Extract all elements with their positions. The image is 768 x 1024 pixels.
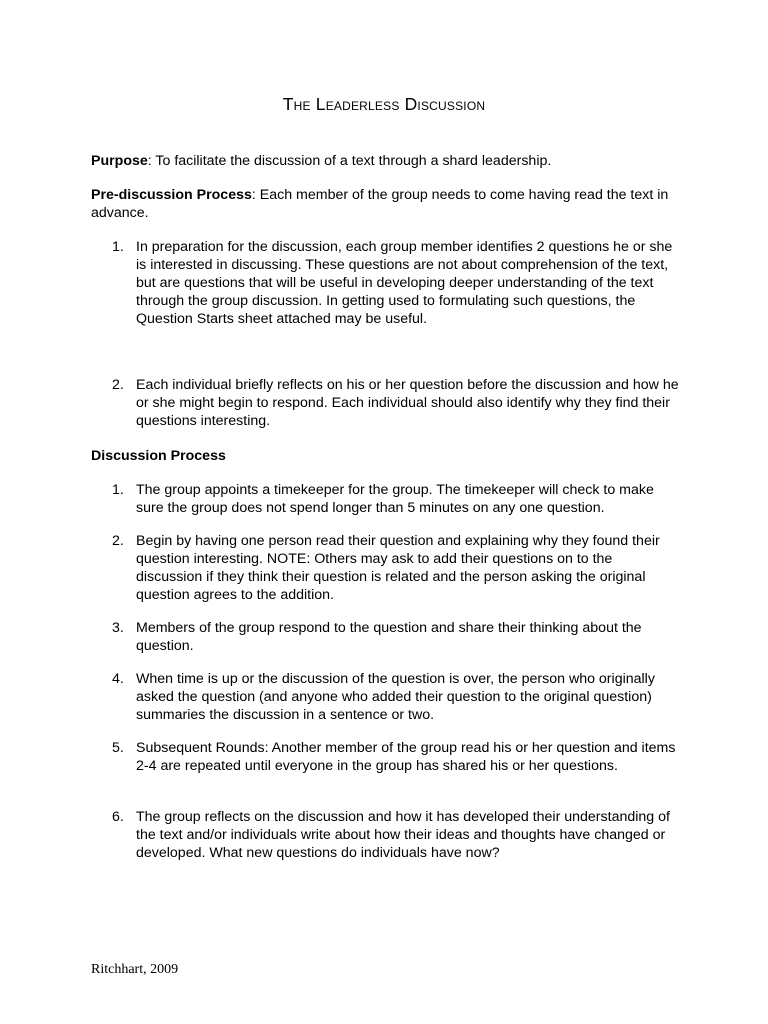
item-number: 1.: [112, 239, 124, 255]
item-text: Members of the group respond to the question and share their thinking about the question.: [136, 620, 642, 655]
item-text: The group reflects on the discussion and how it has developed their understanding of the text and/or individuals write about how their ideas and thoughts have changed or developed. What new questions do individuals have now?: [136, 809, 670, 862]
item-number: 5.: [112, 740, 124, 756]
pre-discussion-text: : Each member of the group needs to come having read the text in advance.: [91, 187, 669, 222]
item-number: 3.: [112, 620, 124, 636]
item-text: In preparation for the discussion, each group member identifies 2 questions he or she is interested in discussing. These questions are not about comprehension of the text, but are questions that will be useful in developing deeper understanding of the text through the group discussion. In getting used to formulating such questions, the Question Starts sheet attached may be useful.: [136, 239, 673, 328]
pre-discussion-paragraph: [91, 186, 681, 222]
item-number: 4.: [112, 671, 124, 687]
item-text: Each individual briefly reflects on his or her question before the discussion and how he or she might begin to respond. Each individual should also identify why they find their questions interesting.: [136, 377, 679, 430]
purpose-text: : To facilitate the discussion of a text through a shard leadership.: [147, 153, 552, 169]
page-title: The Leaderless Discussion: [282, 94, 486, 114]
pre-discussion-label: Pre-discussion Process: [91, 187, 252, 203]
item-text: Subsequent Rounds: Another member of the group read his or her question and items 2-4 are repeated until everyone in the group has shared his or her questions.: [136, 740, 676, 775]
discussion-process-heading: Discussion Process: [91, 448, 226, 464]
item-text: When time is up or the discussion of the question is over, the person who originally asked the question (and anyone who added their question to the original question) summaries the discussion in a sentence or two.: [136, 671, 655, 724]
item-text: The group appoints a timekeeper for the group. The timekeeper will check to make sure the group does not spend longer than 5 minutes on any one question.: [136, 482, 654, 517]
footer-citation: Ritchhart, 2009: [91, 962, 179, 977]
item-text: Begin by having one person read their question and explaining why they found their question interesting. NOTE: Others may ask to add their questions on to the discussion if they think their question is related and the person asking the original question agrees to the addition.: [136, 533, 660, 604]
item-number: 2.: [112, 533, 124, 549]
item-number: 1.: [112, 482, 124, 498]
item-number: 6.: [112, 809, 124, 825]
purpose-label: Purpose: [91, 153, 148, 169]
item-number: 2.: [112, 377, 124, 393]
purpose-paragraph: [91, 152, 681, 170]
